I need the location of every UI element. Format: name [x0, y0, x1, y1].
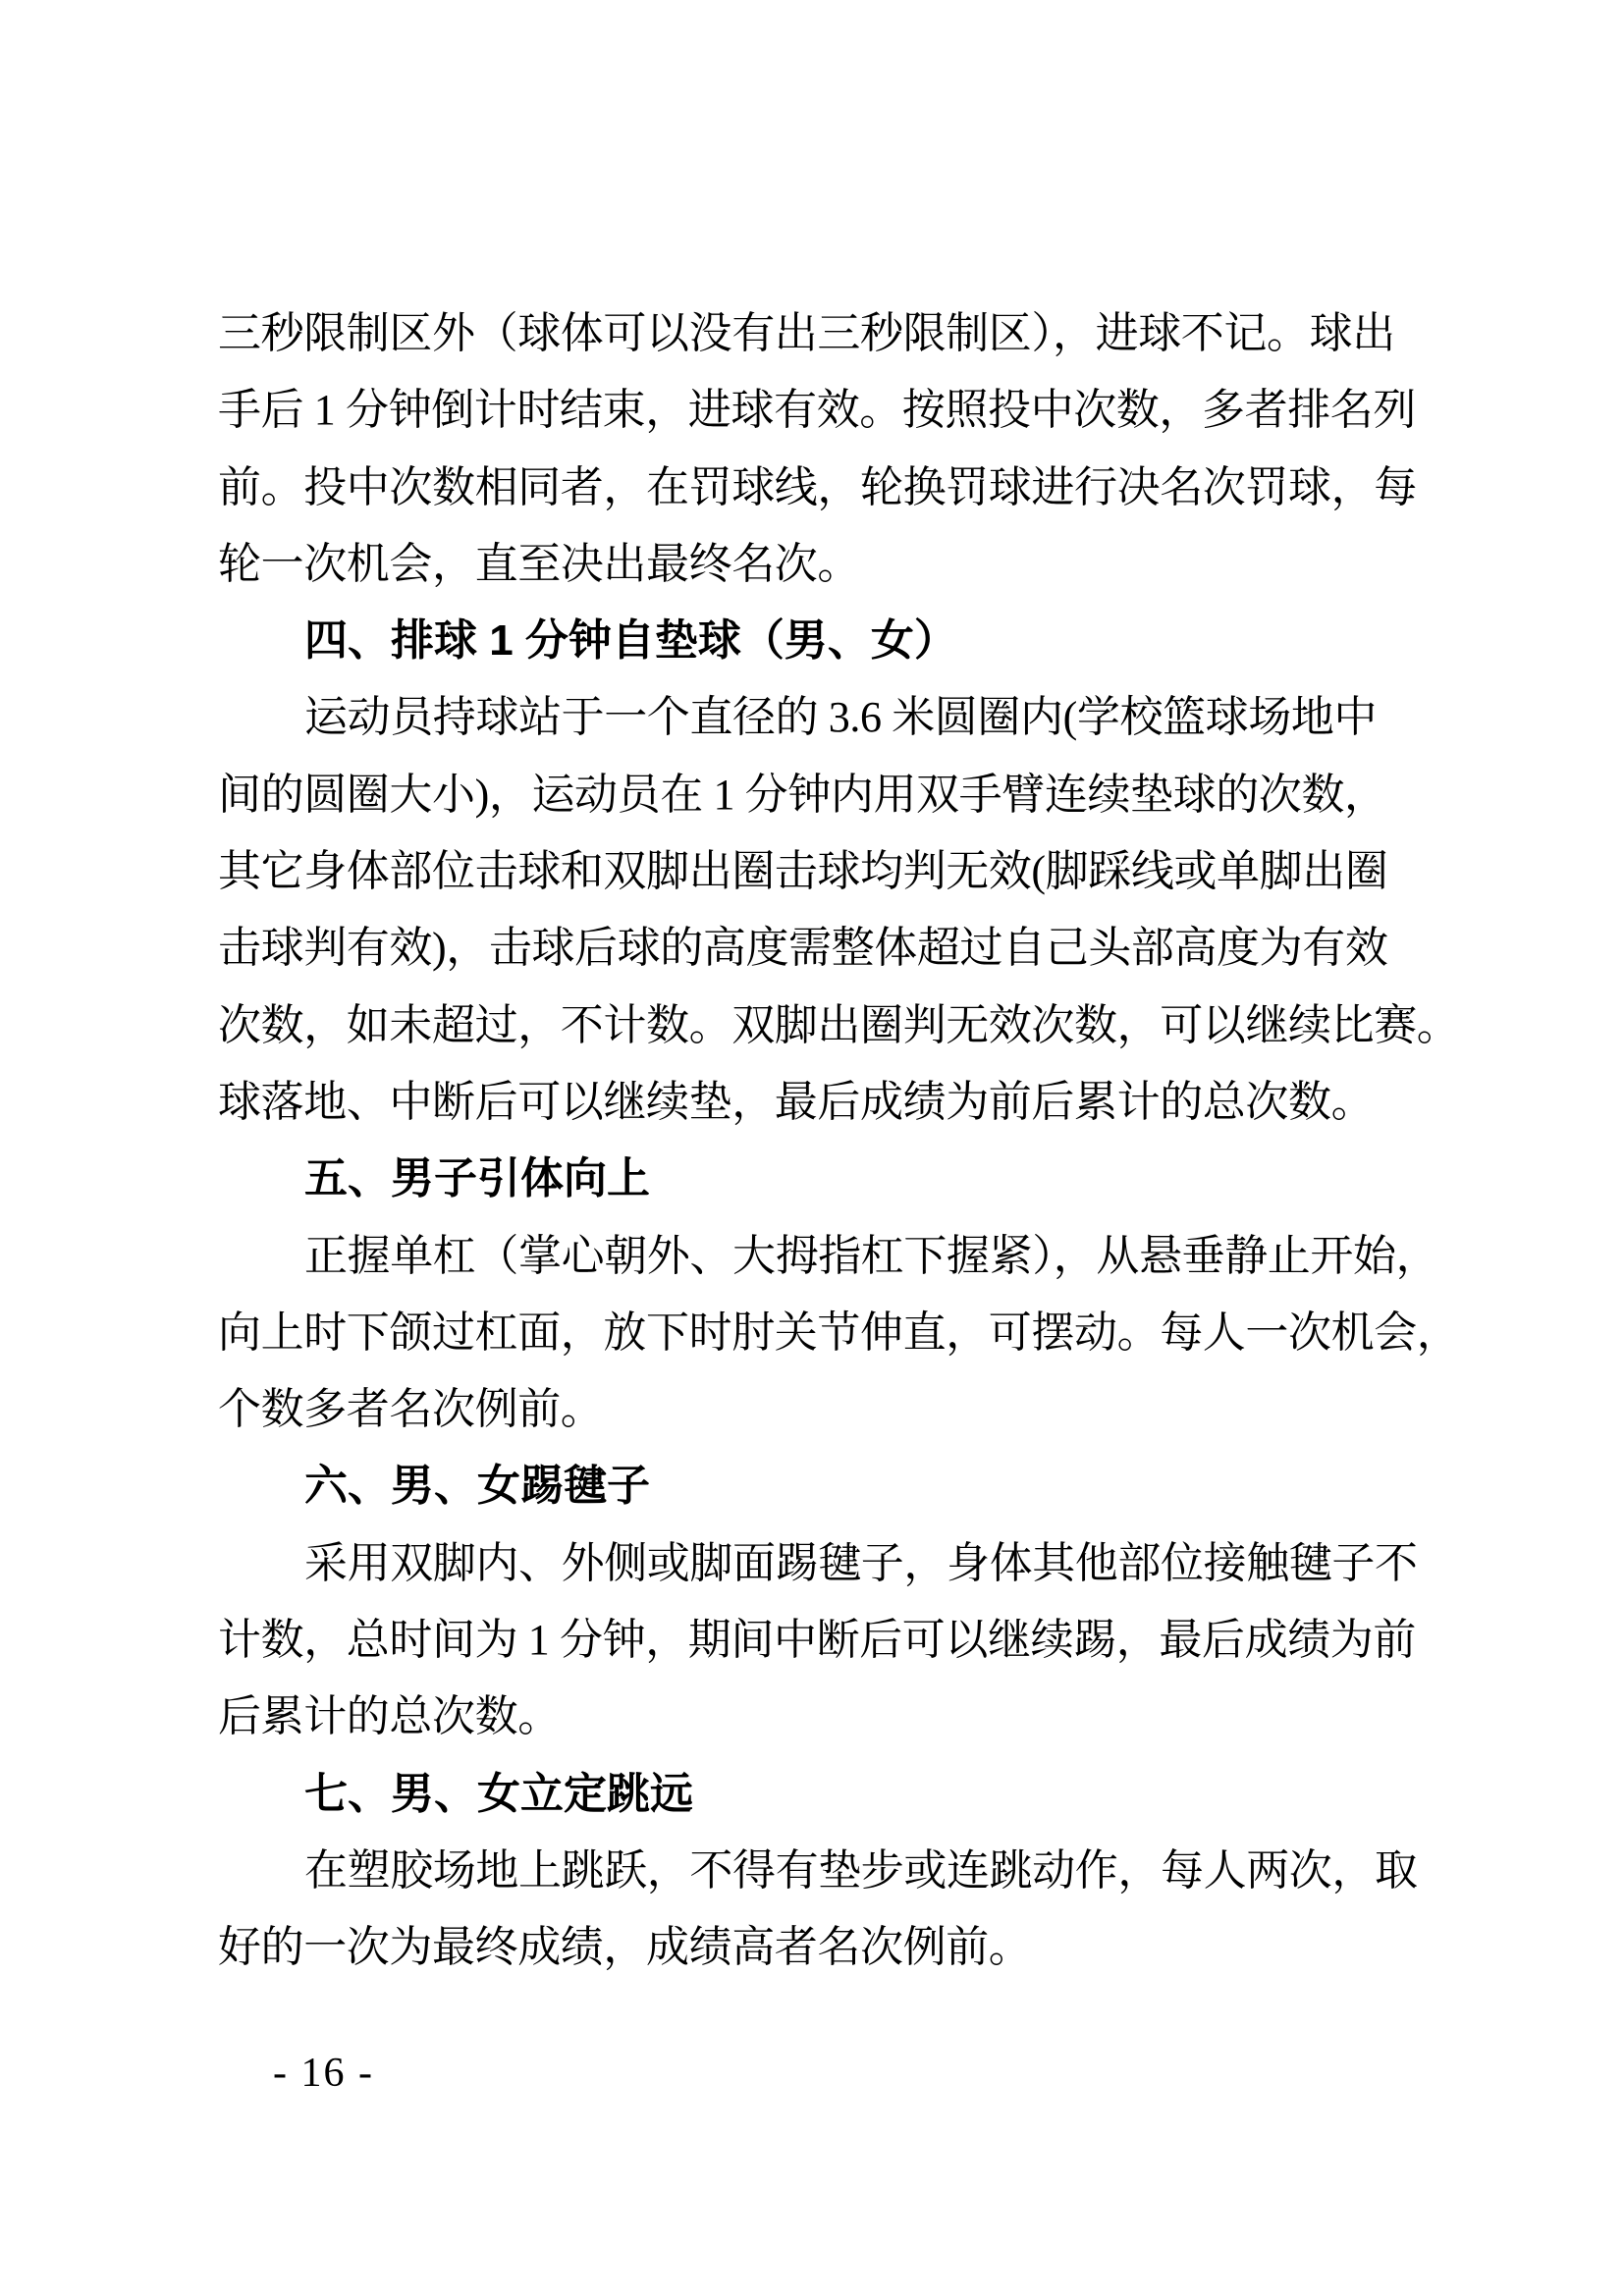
body-line: 击球判有效)，击球后球的高度需整体超过自己头部高度为有效	[218, 924, 1388, 973]
body-line: 其它身体部位击球和双脚出圈击球均判无效(脚踩线或单脚出圈	[218, 847, 1388, 896]
body-line: 个数多者名次例前。	[218, 1385, 604, 1434]
body-line: 间的圆圈大小)，运动员在 1 分钟内用双手臂连续垫球的次数，	[218, 770, 1387, 819]
body-line: 计数，总时间为 1 分钟，期间中断后可以继续踢，最后成绩为前	[218, 1616, 1416, 1665]
body-line: 球落地、中断后可以继续垫，最后成绩为前后累计的总次数。	[218, 1077, 1375, 1126]
body-line: 次数，如未超过，不计数。双脚出圈判无效次数，可以继续比赛。	[218, 1000, 1460, 1049]
body-line: 采用双脚内、外侧或脚面踢毽子，身体其他部位接触毽子不	[304, 1538, 1418, 1587]
section-heading-4: 四、排球 1 分钟自垫球（男、女）	[304, 616, 957, 666]
body-line: 后累计的总次数。	[218, 1692, 561, 1741]
body-line: 向上时下颌过杠面，放下时肘关节伸直，可摆动。每人一次机会，	[218, 1308, 1460, 1357]
body-line: 轮一次机会，直至决出最终名次。	[218, 539, 860, 588]
section-heading-7: 七、男、女立定跳远	[304, 1769, 693, 1818]
body-line: 在塑胶场地上跳跃，不得有垫步或连跳动作，每人两次，取	[304, 1845, 1418, 1895]
body-line: 前。投中次数相同者，在罚球线，轮换罚球进行决名次罚球，每	[218, 462, 1417, 511]
body-line: 正握单杠（掌心朝外、大拇指杠下握紧），从悬垂静止开始，	[304, 1231, 1439, 1280]
body-line: 手后 1 分钟倒计时结束，进球有效。按照投中次数，多者排名列	[218, 386, 1416, 435]
body-line: 三秒限制区外（球体可以没有出三秒限制区），进球不记。球出	[218, 309, 1395, 357]
text-block	[218, 295, 1460, 1987]
section-heading-6: 六、男、女踢毽子	[304, 1462, 650, 1511]
page-number: - 16 -	[273, 2051, 374, 2096]
body-line: 运动员持球站于一个直径的 3.6 米圆圈内(学校篮球场地中	[304, 693, 1378, 742]
section-heading-5: 五、男子引体向上	[304, 1154, 650, 1203]
body-line: 好的一次为最终成绩，成绩高者名次例前。	[218, 1923, 1032, 1972]
